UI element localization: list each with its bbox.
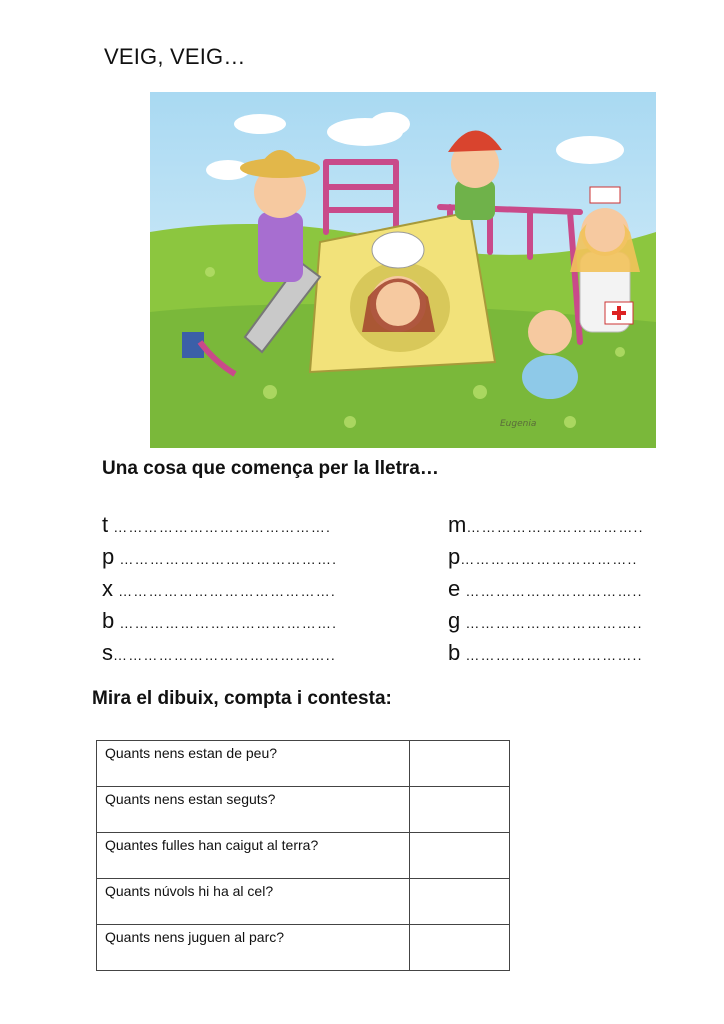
- table-row: [97, 879, 510, 925]
- letter-line[interactable]: [102, 638, 337, 670]
- letters-column-left: [102, 510, 337, 670]
- question-cell: Quants núvols hi ha al cel?: [97, 879, 410, 925]
- counting-instruction: Mira el dibuix, compta i contesta:: [92, 688, 392, 709]
- letter-line[interactable]: [448, 510, 644, 542]
- answer-dots: ……………………………..: [460, 647, 643, 663]
- letter: b: [448, 640, 461, 665]
- answer-cell[interactable]: [410, 741, 510, 787]
- counting-table: [96, 740, 510, 971]
- letter: g: [448, 608, 461, 633]
- answer-cell[interactable]: [410, 787, 510, 833]
- worksheet-title: VEIG, VEIG…: [104, 44, 246, 69]
- child-cap: [448, 130, 502, 220]
- answer-dots: ……………………………..: [460, 615, 643, 631]
- answer-dots: …………………………………….: [108, 519, 332, 535]
- question-cell: Quants nens estan de peu?: [97, 741, 410, 787]
- letter-line[interactable]: [102, 510, 337, 542]
- answer-cell[interactable]: [410, 833, 510, 879]
- letter-line[interactable]: [448, 574, 644, 606]
- question-cell: Quants nens estan seguts?: [97, 787, 410, 833]
- question-cell: Quants nens juguen al parc?: [97, 925, 410, 971]
- table-row: [97, 925, 510, 971]
- table-row: [97, 833, 510, 879]
- table-row: [97, 741, 510, 787]
- table-row: [97, 787, 510, 833]
- answer-dots: …………………………………….: [113, 583, 336, 599]
- letter: s: [102, 640, 113, 665]
- answer-cell[interactable]: [410, 879, 510, 925]
- letter: p: [448, 544, 461, 569]
- answer-dots: …………………………………….: [114, 615, 338, 631]
- letter: e: [448, 576, 461, 601]
- letter: p: [102, 544, 115, 569]
- letter-line[interactable]: [448, 542, 644, 574]
- playground-illustration: [150, 92, 656, 448]
- letter: b: [102, 608, 115, 633]
- letter: x: [102, 576, 113, 601]
- answer-dots: ……………………………..: [466, 519, 644, 535]
- letter-line[interactable]: [102, 542, 337, 574]
- letter: t: [102, 512, 109, 537]
- letter: m: [448, 512, 467, 537]
- playground-drawing: [150, 92, 656, 448]
- letters-column-right: [448, 510, 644, 670]
- letter-line[interactable]: [448, 638, 644, 670]
- illustration-signature: Eugenia: [500, 419, 537, 429]
- letters-instruction: Una cosa que comença per la lletra…: [102, 458, 439, 479]
- answer-dots: …………………………………….: [114, 551, 338, 567]
- answer-dots: ……………………………..: [460, 551, 638, 567]
- letter-line[interactable]: [448, 606, 644, 638]
- question-cell: Quantes fulles han caigut al terra?: [97, 833, 410, 879]
- letter-line[interactable]: [102, 606, 337, 638]
- answer-cell[interactable]: [410, 925, 510, 971]
- letter-line[interactable]: [102, 574, 337, 606]
- answer-dots: ……………………………………..: [113, 647, 336, 663]
- answer-dots: ……………………………..: [460, 583, 643, 599]
